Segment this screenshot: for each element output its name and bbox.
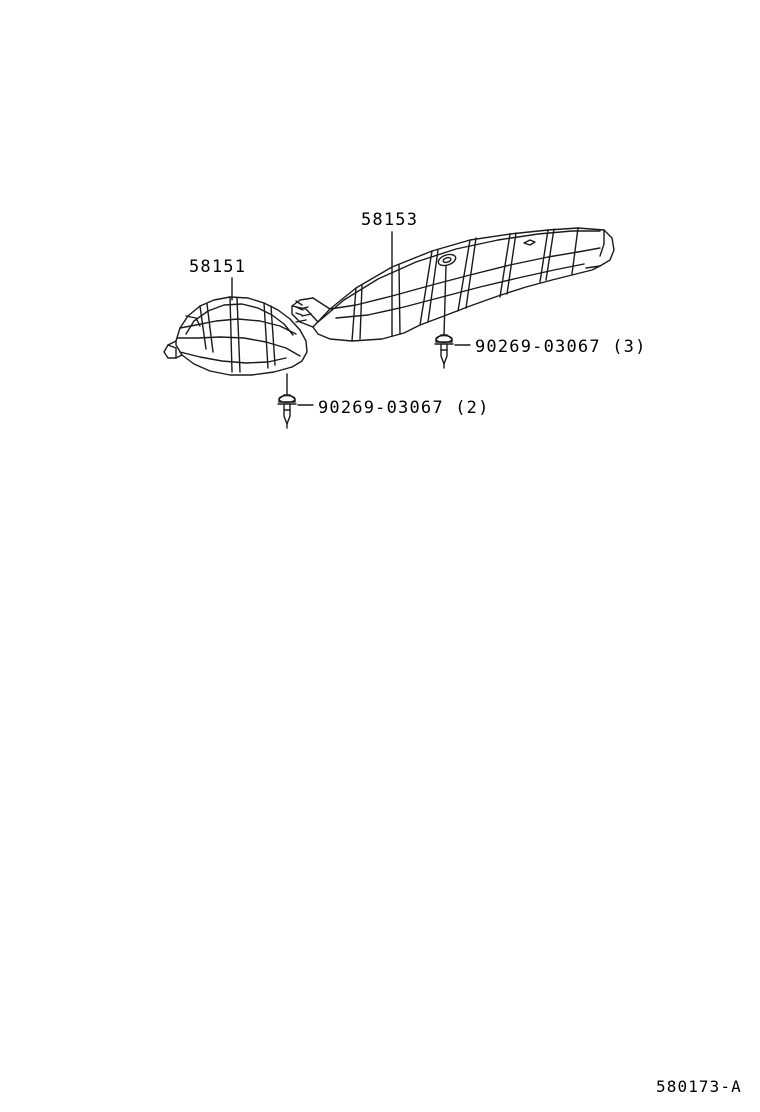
clip-90269-03067-right: [435, 335, 453, 368]
axis-clip-right: [444, 266, 446, 335]
figure-id: 580173-A: [656, 1077, 742, 1096]
part-number-90269-03067-right: 90269-03067 (3): [475, 337, 647, 357]
part-number-90269-03067-left: 90269-03067 (2): [318, 398, 490, 418]
part-58153-shape: [292, 228, 614, 341]
clip-90269-03067-left: [278, 395, 296, 428]
part-number-58151: 58151: [189, 257, 247, 277]
part-58151-shape: [164, 297, 307, 375]
part-number-58153: 58153: [361, 210, 419, 230]
